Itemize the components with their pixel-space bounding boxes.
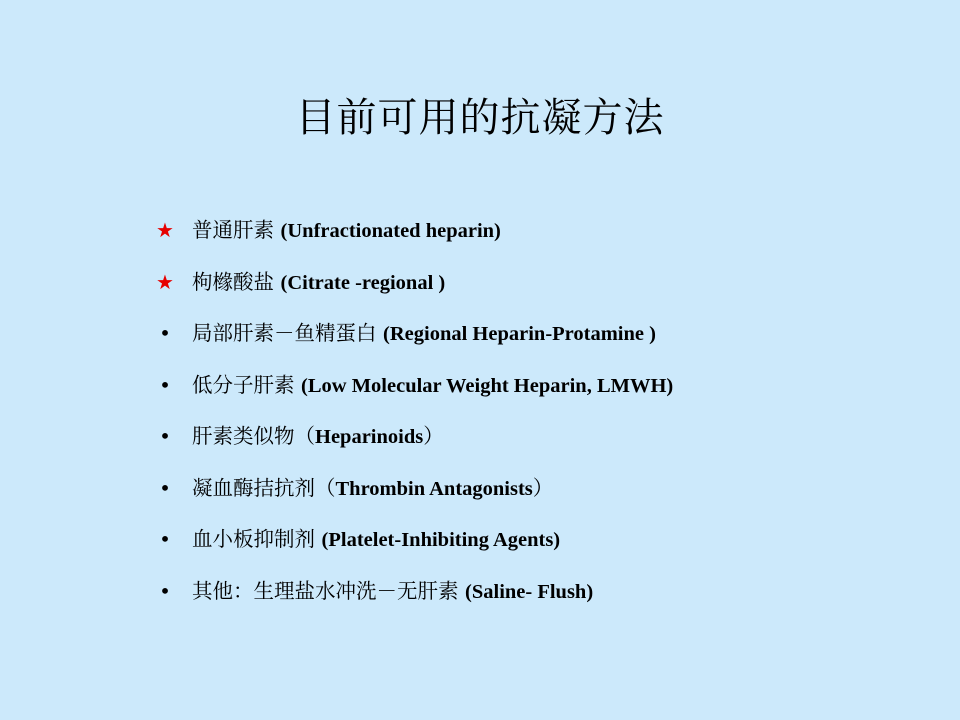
list-item-text (192, 573, 593, 610)
item-label-cn-closing: ） (532, 475, 554, 500)
list-item (150, 212, 940, 264)
item-label-cn: 肝素类似物（ (192, 424, 315, 448)
list-item-text (192, 418, 444, 455)
item-label-en: (Unfractionated heparin) (280, 220, 501, 242)
item-label-cn: 其他：生理盐水冲洗－无肝素 (192, 578, 466, 603)
list-item (150, 315, 940, 367)
dot-icon: • (159, 372, 171, 397)
item-label-cn: 凝血酶拮抗剂（ (192, 475, 336, 500)
slide-title: 目前可用的抗凝方法 (295, 95, 665, 141)
item-label-cn: 低分子肝素 (192, 372, 302, 397)
item-label-en: (Regional Heparin-Protamine ) (383, 323, 656, 345)
star-icon: ★ (156, 218, 174, 242)
list-item (150, 521, 940, 573)
dot-icon: • (159, 578, 171, 603)
item-label-en: (Saline- Flush) (465, 580, 594, 603)
list-item-text (192, 470, 553, 507)
dot-icon: • (159, 527, 171, 551)
list-item-text (192, 521, 560, 558)
star-icon: ★ (156, 269, 174, 294)
list-item (150, 418, 940, 470)
dot-icon: • (159, 424, 171, 448)
dot-icon: • (159, 321, 171, 345)
item-label-en: Heparinoids (315, 426, 424, 448)
item-label-en: (Citrate -regional ) (280, 271, 446, 294)
anticoagulation-methods-list (150, 212, 940, 624)
item-label-cn: 普通肝素 (192, 218, 281, 242)
item-label-cn: 血小板抑制剂 (192, 527, 322, 551)
list-item (150, 264, 940, 316)
item-label-en: Thrombin Antagonists (335, 477, 533, 500)
dot-icon: • (159, 475, 171, 500)
item-label-cn-closing: ） (423, 424, 444, 448)
list-item-text (192, 315, 656, 352)
list-item (150, 367, 940, 419)
list-item (150, 573, 940, 625)
list-item (150, 470, 940, 522)
item-label-en: (Low Molecular Weight Heparin, LMWH) (301, 374, 674, 397)
list-item-text (192, 212, 501, 249)
item-label-cn: 局部肝素－鱼精蛋白 (192, 321, 384, 345)
list-item-text (192, 367, 673, 404)
list-item-text (192, 264, 445, 301)
item-label-cn: 枸橼酸盐 (192, 269, 281, 294)
item-label-en: (Platelet-Inhibiting Agents) (321, 529, 561, 551)
